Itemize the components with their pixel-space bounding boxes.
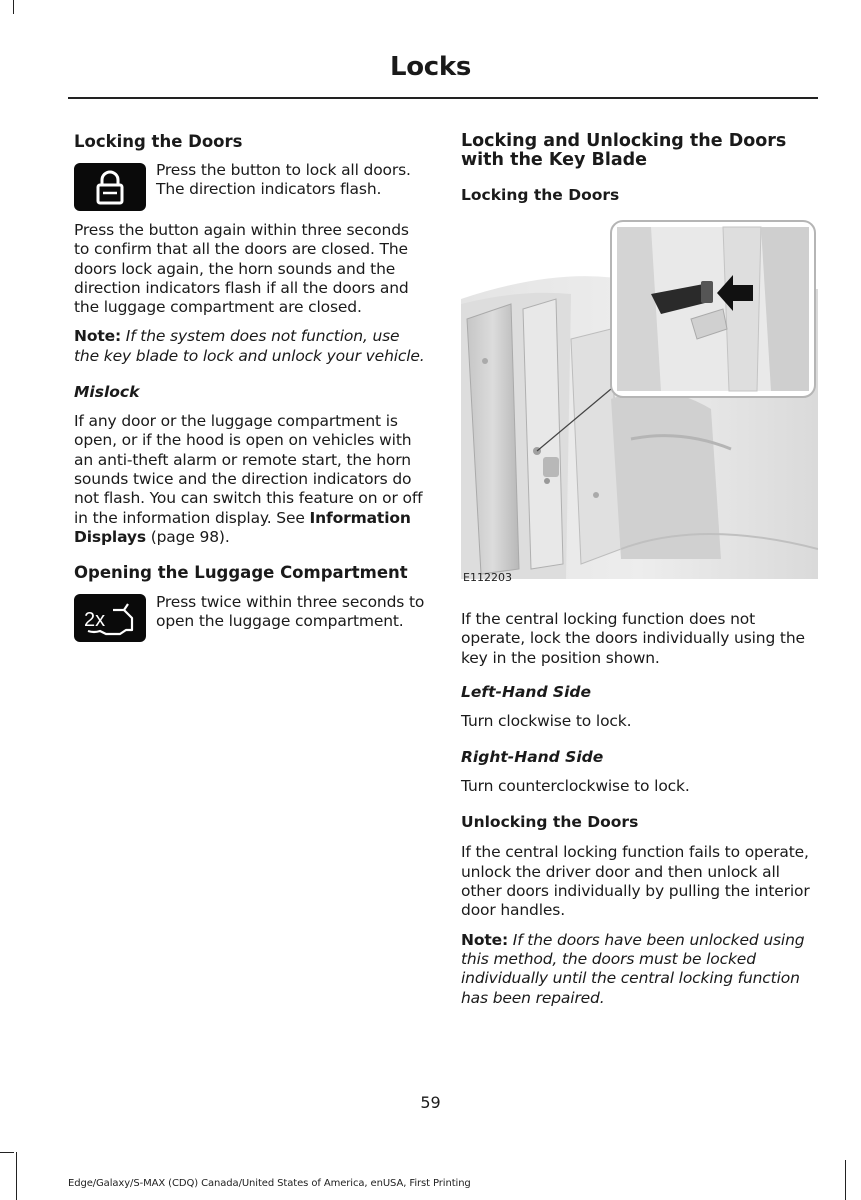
door-lock-figure — [461, 219, 818, 585]
figure-code: E112203 — [463, 571, 512, 584]
crop-mark-bottom-left-v — [16, 1152, 17, 1200]
door-lock-illustration — [461, 219, 818, 585]
page-number: 59 — [420, 1093, 441, 1112]
double-press-label: 2x — [84, 609, 106, 632]
key-blade-heading: Locking and Unlocking the Doors with the Key Blade — [461, 131, 787, 170]
page-reference: (page 98). — [150, 527, 230, 546]
header-rule — [68, 97, 818, 99]
right-column — [461, 132, 818, 1008]
right-hand-side-heading: Right-Hand Side — [461, 748, 604, 767]
locking-doors-heading: Locking the Doors — [74, 132, 243, 151]
lock-icon-description: Press the button to lock all doors. The direction indicators flash. — [156, 161, 411, 199]
unlocking-paragraph: If the central locking function fails to operate, unlock the driver door and then unlock all other doors individually by pulling the interior door handles. — [461, 843, 810, 920]
luggage-heading: Opening the Luggage Compartment — [74, 563, 408, 583]
mislock-paragraph — [74, 412, 426, 547]
right-hand-side-text: Turn counterclockwise to lock. — [461, 777, 690, 796]
crop-mark-bottom-right — [845, 1160, 846, 1200]
mislock-heading: Mislock — [74, 383, 140, 402]
luggage-icon-description: Press twice within three seconds to open the luggage compartment. — [156, 593, 425, 631]
luggage-release-icon — [74, 594, 146, 642]
left-hand-side-text: Turn clockwise to lock. — [461, 711, 632, 730]
unlocking-doors-heading: Unlocking the Doors — [461, 813, 639, 832]
note-system — [74, 327, 426, 366]
information-displays-link[interactable]: Information Displays — [74, 508, 411, 546]
note-label: Note: — [461, 930, 508, 949]
luggage-button-row — [74, 594, 426, 642]
crop-mark-bottom-left — [0, 1152, 14, 1153]
mislock-text: If any door or the luggage compartment is open, or if the hood is open on vehicles with an anti-theft alarm or remote start, the horn sounds twice and the direction indicators do not flash. You can switch this feature on or off in the information display. See — [74, 412, 423, 527]
lock-button-row — [74, 163, 426, 211]
note-unlocked — [461, 931, 818, 1008]
crop-mark-top-left — [13, 0, 14, 14]
note-label: Note: — [74, 327, 121, 346]
note-text: If the system does not function, use the key blade to lock and unlock your vehicle. — [74, 327, 425, 365]
left-column — [74, 132, 426, 642]
right-locking-heading: Locking the Doors — [461, 186, 620, 204]
note-text: If the doors have been unlocked using this method, the doors must be locked individually until the central locking function has been repaired. — [461, 930, 805, 1007]
lock-icon — [74, 163, 146, 211]
footer-text: Edge/Galaxy/S-MAX (CDQ) Canada/United States of America, enUSA, First Printing — [68, 1178, 471, 1189]
left-hand-side-heading: Left-Hand Side — [461, 682, 592, 701]
central-locking-paragraph: If the central locking function does not operate, lock the doors individually using the key in the position shown. — [461, 610, 805, 667]
page-title: Locks — [389, 52, 472, 82]
locking-paragraph: Press the button again within three seconds to confirm that all the doors are closed. The doors lock again, the horn sounds and the direction indicators flash if all the doors and the luggage compartment are closed. — [74, 221, 409, 317]
